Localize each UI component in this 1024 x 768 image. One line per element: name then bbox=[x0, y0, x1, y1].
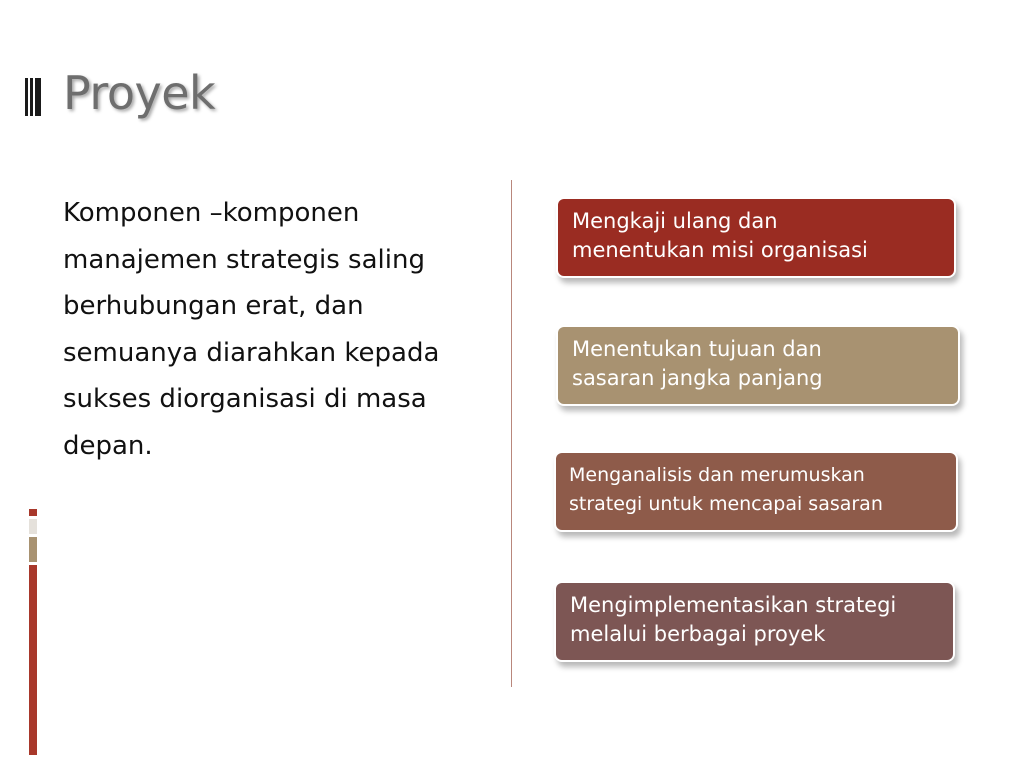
title-bars-icon bbox=[25, 78, 41, 116]
step-1-line-2: menentukan misi organisasi bbox=[572, 238, 868, 262]
step-4-line-2: melalui berbagai proyek bbox=[570, 622, 826, 646]
step-4-line-1: Mengimplementasikan strategi bbox=[570, 593, 897, 617]
left-accent-bar-top bbox=[29, 509, 37, 516]
step-1-line-1: Mengkaji ulang dan bbox=[572, 209, 778, 233]
vertical-divider bbox=[511, 180, 512, 687]
step-box-1 bbox=[558, 199, 954, 276]
step-2-line-2: sasaran jangka panjang bbox=[572, 366, 823, 390]
step-box-4 bbox=[556, 583, 953, 660]
left-accent-bar-main bbox=[29, 565, 37, 755]
step-box-2 bbox=[558, 327, 958, 404]
left-accent-bar-light bbox=[29, 519, 37, 534]
left-accent-bar-tan bbox=[29, 537, 37, 562]
slide-title: Proyek bbox=[63, 66, 216, 120]
step-2-line-1: Menentukan tujuan dan bbox=[572, 337, 822, 361]
body-paragraph: Komponen –komponen manajemen strategis saling berhubungan erat, dan semuanya diarahkan kepada sukses diorganisasi di masa depan. bbox=[63, 198, 440, 461]
step-3-line-2: strategi untuk mencapai sasaran bbox=[569, 493, 883, 515]
step-box-3 bbox=[556, 453, 956, 530]
step-3-line-1: Menganalisis dan merumuskan bbox=[569, 464, 865, 486]
